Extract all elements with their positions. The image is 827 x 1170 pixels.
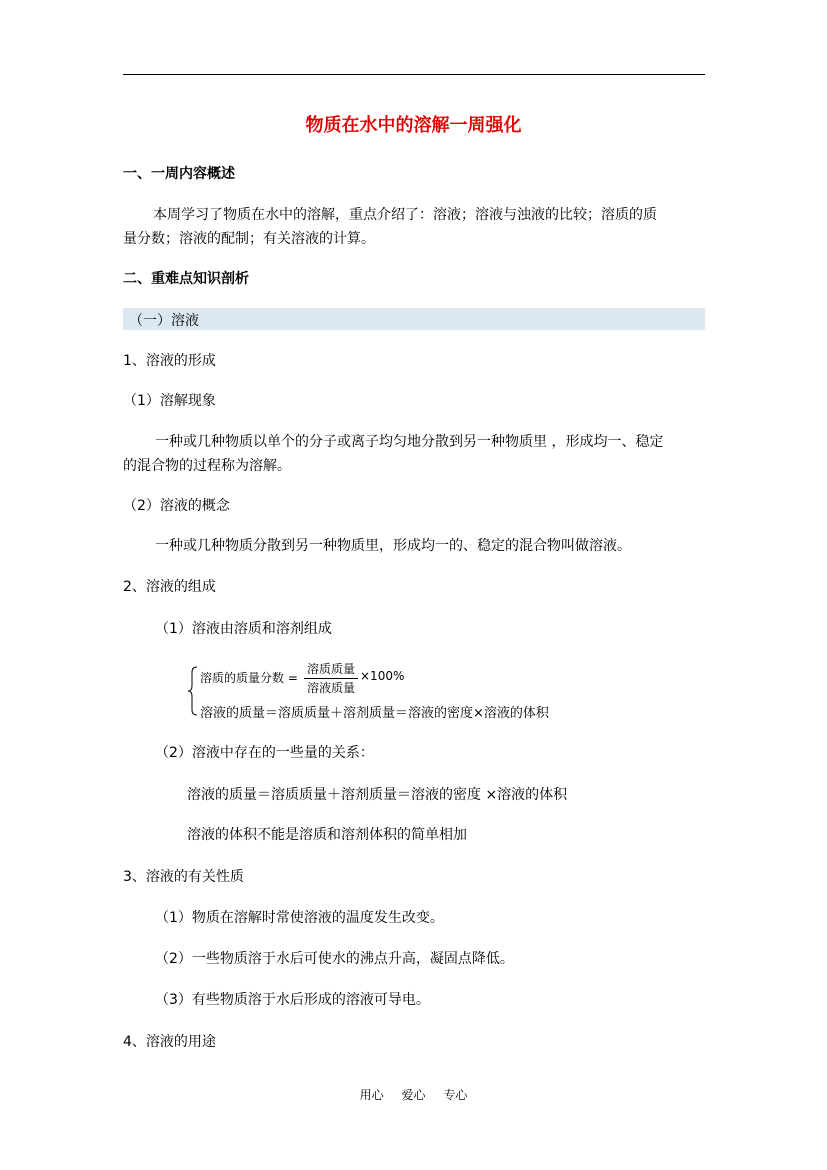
footer-text-3: 专心 [443, 1088, 468, 1102]
section-2-heading: 二、重难点知识剖析 [123, 271, 249, 287]
dissolution-line-1: 一种或几种物质以单个的分子或离子均匀地分散到另一种物质里 ，形成均一、稳定 [155, 434, 664, 450]
property-1: （1）物质在溶解时常使溶液的温度发生改变。 [155, 910, 444, 926]
item-2-heading: 2、溶液的组成 [123, 579, 216, 595]
footer-text-2: 爱心 [401, 1088, 426, 1102]
relation-line-2: 溶液的体积不能是溶质和溶剂体积的简单相加 [187, 827, 467, 843]
header-rule [123, 74, 705, 75]
dissolution-line-2: 的混合物的过程称为溶解。 [123, 458, 291, 474]
overview-line-1: 本周学习了物质在水中的溶解，重点介绍了：溶液；溶液与浊液的比较；溶质的质 [153, 207, 657, 223]
solution-definition: 一种或几种物质分散到另一种物质里，形成均一的、稳定的混合物叫做溶液。 [155, 538, 631, 554]
property-3: （3）有些物质溶于水后形成的溶液可导电。 [155, 992, 430, 1008]
subsection-title: （一）溶液 [129, 313, 199, 329]
relation-line-1: 溶液的质量＝溶质质量＋溶剂质量＝溶液的密度 ×溶液的体积 [187, 787, 568, 803]
item-2-2-heading: （2）溶液中存在的一些量的关系： [155, 745, 374, 761]
fraction-denominator: 溶液质量 [306, 681, 355, 695]
page-title: 物质在水中的溶解一周强化 [305, 115, 522, 136]
item-4-heading: 4、溶液的用途 [123, 1034, 216, 1050]
formula-block [188, 662, 618, 722]
brace-icon [188, 666, 198, 716]
subsection-band [123, 308, 705, 330]
mass-fraction-label: 溶质的质量分数 = [200, 671, 298, 685]
property-2: （2）一些物质溶于水后可使水的沸点升高，凝固点降低。 [155, 951, 514, 967]
footer-text-1: 用心 [359, 1088, 384, 1102]
item-1-2-heading: （2）溶液的概念 [123, 498, 230, 514]
item-1-1-heading: （1）溶解现象 [123, 393, 216, 409]
section-1-heading: 一、一周内容概述 [123, 166, 235, 182]
item-3-heading: 3、溶液的有关性质 [123, 869, 244, 885]
overview-line-2: 量分数；溶液的配制；有关溶液的计算。 [123, 231, 375, 247]
percent-factor: ×100% [360, 669, 405, 683]
item-1-heading: 1、溶液的形成 [123, 353, 216, 369]
fraction [304, 662, 358, 696]
page-footer [0, 1086, 827, 1103]
fraction-numerator: 溶质质量 [304, 662, 358, 679]
item-2-1-heading: （1）溶液由溶质和溶剂组成 [155, 621, 332, 637]
mass-relation-formula: 溶液的质量＝溶质质量＋溶剂质量＝溶液的密度×溶液的体积 [200, 706, 549, 721]
